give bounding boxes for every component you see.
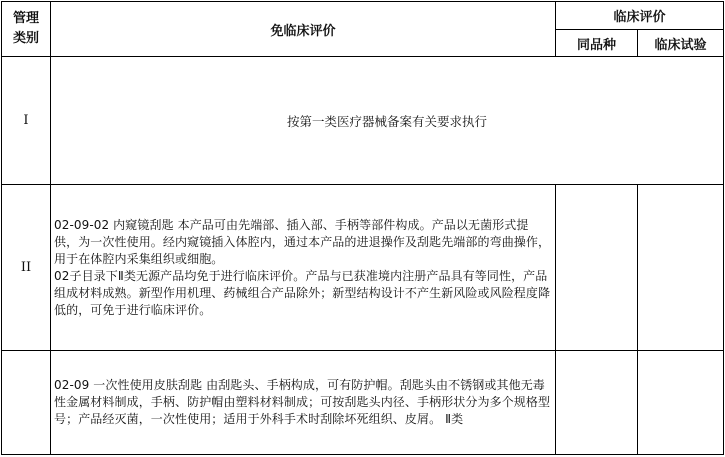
- row2-paragraph-2: 02子目录下Ⅱ类无源产品均免于进行临床评价。产品与已获准境内注册产品具有等同性，产品组成材料成熟。新型作用机理、药械组合产品除外；新型结构设计不产生新风险或风险程度降低的，可免于进行临床评价。: [54, 268, 551, 317]
- same-product-header: 同品种: [556, 30, 638, 57]
- clinical-evaluation-table: [1, 1, 724, 455]
- row3-content: [51, 351, 556, 455]
- category-header-line2: 类别: [12, 31, 39, 46]
- row3-clinical-trial-cell: [638, 351, 724, 455]
- row2-same-product-cell: [556, 185, 638, 351]
- row2-content: [51, 185, 556, 351]
- category-cell-3: [2, 351, 51, 455]
- category-header: [2, 2, 51, 57]
- clinical-trial-header: 临床试验: [638, 30, 724, 57]
- category-cell-2: II: [2, 185, 51, 351]
- category-cell-1: I: [2, 57, 51, 185]
- row2-clinical-trial-cell: [638, 185, 724, 351]
- category-header-line1: 管理: [12, 11, 39, 26]
- row2-paragraph-1: 02-09-02 内窥镜刮匙 本产品可由先端部、插入部、手柄等部件构成。产品以无菌形式提供，为一次性使用。经内窥镜插入体腔内，通过本产品的进退操作及刮匙先端部的弯曲操作，用于在体腔内采集组织或细胞。: [54, 217, 551, 266]
- exempt-header: 免临床评价: [51, 2, 556, 57]
- clinical-header: 临床评价: [556, 2, 724, 30]
- row1-content: 按第一类医疗器械备案有关要求执行: [51, 57, 724, 185]
- row3-same-product-cell: [556, 351, 638, 455]
- row3-paragraph-1: 02-09 一次性使用皮肤刮匙 由刮匙头、手柄构成，可有防护帽。刮匙头由不锈钢或其他无毒性金属材料制成，手柄、防护帽由塑料材料制成；可按刮匙头内径、手柄形状分为多个规格型号；产品经灭菌，一次性使用；适用于外科手术时刮除坏死组织、皮屑。 Ⅱ类: [54, 378, 551, 426]
